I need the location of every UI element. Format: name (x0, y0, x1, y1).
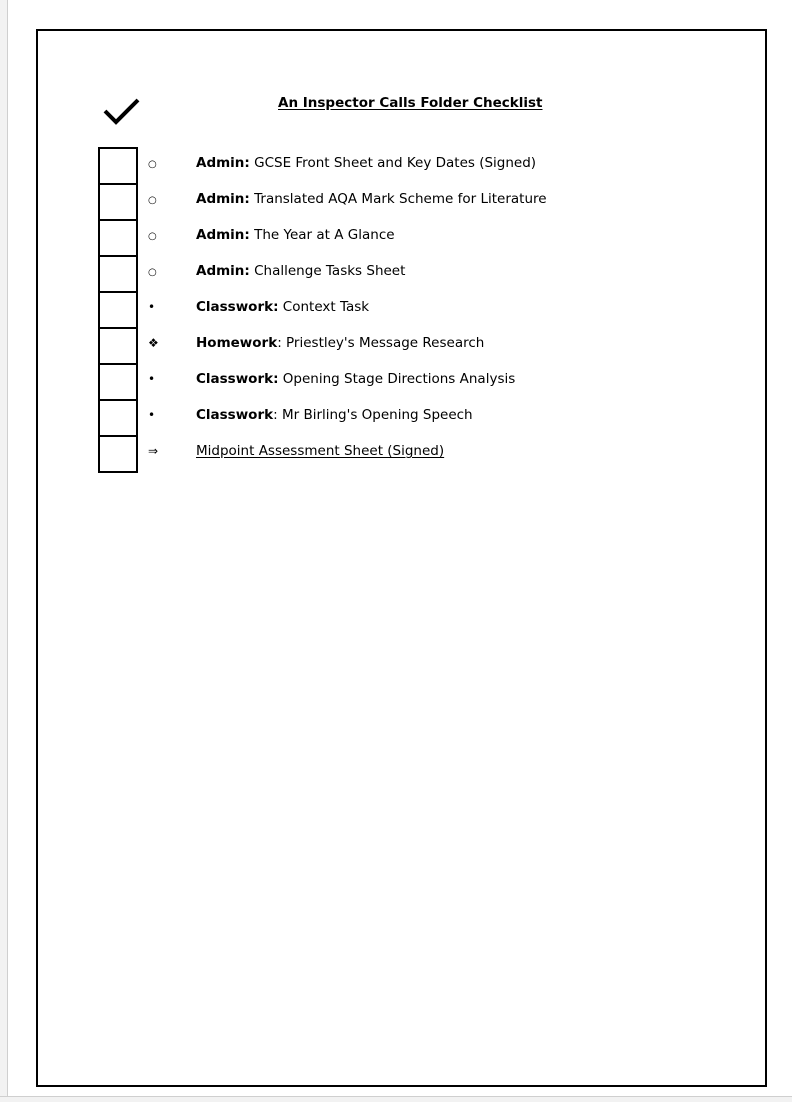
checkmark-icon (102, 97, 142, 127)
item-text: : Priestley's Message Research (277, 335, 485, 351)
item-label: Admin: (196, 191, 250, 207)
checkbox-4[interactable] (98, 255, 138, 291)
checklist-item-9 (148, 441, 444, 461)
item-text: Challenge Tasks Sheet (254, 263, 406, 279)
checkbox-2[interactable] (98, 183, 138, 219)
item-label: Classwork: (196, 299, 279, 315)
filled-dot-bullet-icon: • (148, 408, 156, 422)
checklist-item-7 (148, 369, 515, 389)
item-label: Admin: (196, 227, 250, 243)
item-text: Translated AQA Mark Scheme for Literature (254, 191, 547, 207)
checklist-item-4 (148, 261, 405, 281)
item-text: Context Task (282, 299, 370, 315)
arrow-bullet-icon: ⇒ (148, 444, 159, 458)
filled-dot-bullet-icon: • (148, 372, 156, 386)
item-text: Opening Stage Directions Analysis (282, 371, 516, 387)
checklist-item-5 (148, 297, 369, 317)
checkbox-3[interactable] (98, 219, 138, 255)
checkbox-column (98, 147, 136, 473)
item-text: Midpoint Assessment Sheet (Signed) (196, 443, 445, 459)
viewer-left-edge (0, 0, 8, 1101)
checklist-item-6 (148, 333, 484, 353)
checkbox-5[interactable] (98, 291, 138, 327)
item-label: Classwork: (196, 371, 279, 387)
item-text: The Year at A Glance (254, 227, 395, 243)
item-label: Homework (196, 335, 278, 351)
checkbox-7[interactable] (98, 363, 138, 399)
hollow-circle-bullet-icon: ○ (148, 159, 157, 170)
hollow-circle-bullet-icon: ○ (148, 267, 157, 278)
item-text: GCSE Front Sheet and Key Dates (Signed) (254, 155, 537, 171)
viewer-bottom-edge (0, 1096, 792, 1102)
checkbox-8[interactable] (98, 399, 138, 435)
item-label: Classwork (196, 407, 274, 423)
checklist-item-2 (148, 189, 547, 209)
diamond-bullet-icon: ❖ (148, 336, 159, 350)
checkbox-6[interactable] (98, 327, 138, 363)
item-label: Admin: (196, 263, 250, 279)
checklist-item-3 (148, 225, 395, 245)
hollow-circle-bullet-icon: ○ (148, 231, 157, 242)
checklist-item-1 (148, 153, 536, 173)
page-title: An Inspector Calls Folder Checklist (278, 95, 543, 111)
item-label: Admin: (196, 155, 250, 171)
document-page (36, 29, 767, 1087)
item-text: : Mr Birling's Opening Speech (273, 407, 473, 423)
checklist-item-8 (148, 405, 473, 425)
checkbox-9[interactable] (98, 435, 138, 473)
filled-dot-bullet-icon: • (148, 300, 156, 314)
checkbox-1[interactable] (98, 147, 138, 183)
hollow-circle-bullet-icon: ○ (148, 195, 157, 206)
